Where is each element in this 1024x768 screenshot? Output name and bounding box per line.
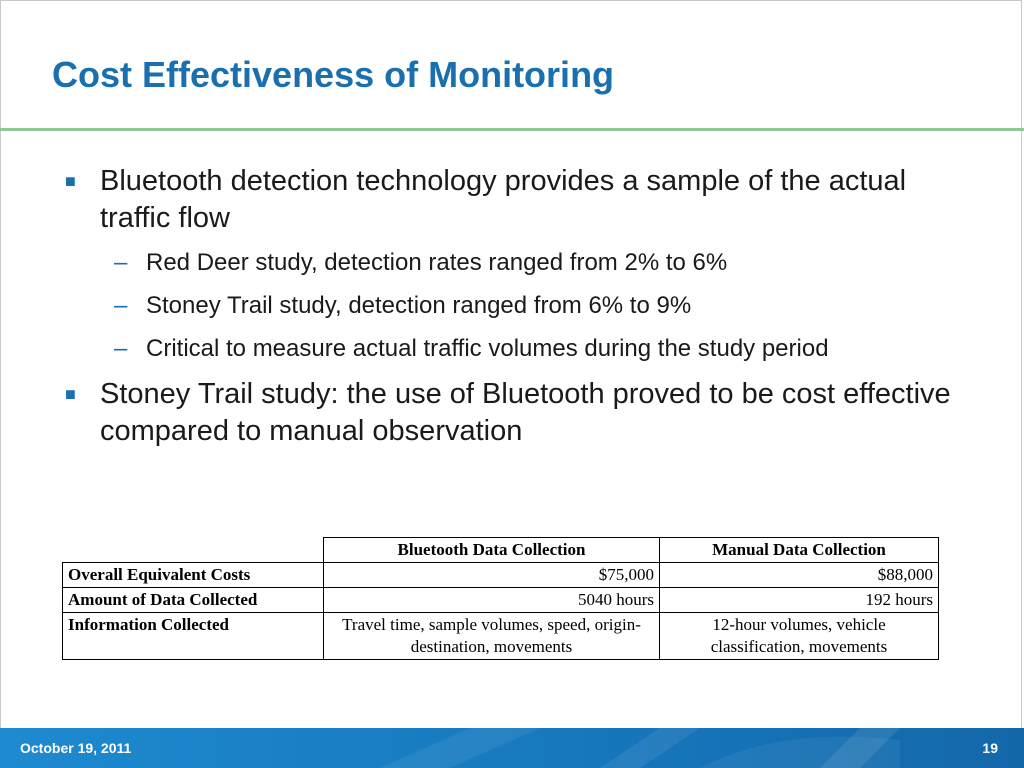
row-label: Overall Equivalent Costs [63, 563, 324, 588]
square-bullet-icon: ■ [65, 171, 76, 191]
sub-bullet-item [60, 290, 960, 321]
bullet-text: Stoney Trail study: the use of Bluetooth proved to be cost effective compared to manual observation [100, 378, 951, 447]
bluetooth-column-header: Bluetooth Data Collection [324, 538, 660, 563]
sub-bullet-text: Red Deer study, detection rates ranged from 2% to 6% [146, 249, 728, 276]
row-label: Information Collected [63, 613, 324, 660]
manual-value: 12-hour volumes, vehicle classification, movements [660, 613, 939, 660]
manual-column-header: Manual Data Collection [660, 538, 939, 563]
table-row [63, 563, 939, 588]
bluetooth-value: 5040 hours [324, 588, 660, 613]
bluetooth-value: $75,000 [324, 563, 660, 588]
dash-bullet-icon: – [114, 249, 128, 276]
dash-bullet-icon: – [114, 335, 128, 362]
slide-content [60, 163, 960, 460]
slide-title: Cost Effectiveness of Monitoring [52, 54, 615, 95]
page-number: 19 [982, 740, 998, 756]
row-label: Amount of Data Collected [63, 588, 324, 613]
square-bullet-icon: ■ [65, 384, 76, 404]
table-header-row [63, 538, 939, 563]
bluetooth-value: Travel time, sample volumes, speed, origin-destination, movements [324, 613, 660, 660]
bullet-item [60, 163, 960, 237]
footer-date: October 19, 2011 [20, 740, 132, 756]
bullet-text: Bluetooth detection technology provides a sample of the actual traffic flow [100, 165, 907, 234]
cost-comparison-table [62, 537, 939, 660]
title-divider [0, 128, 1024, 131]
footer-decoration [0, 728, 1024, 768]
sub-bullet-item [60, 247, 960, 278]
table-row [63, 588, 939, 613]
dash-bullet-icon: – [114, 292, 128, 319]
table-row [63, 613, 939, 660]
manual-value: $88,000 [660, 563, 939, 588]
manual-value: 192 hours [660, 588, 939, 613]
sub-bullet-list [60, 247, 960, 364]
sub-bullet-text: Critical to measure actual traffic volumes during the study period [146, 335, 829, 362]
sub-bullet-text: Stoney Trail study, detection ranged from 6% to 9% [146, 292, 692, 319]
sub-bullet-item [60, 333, 960, 364]
footer-bar [0, 728, 1024, 768]
table-corner-cell [63, 538, 324, 563]
bullet-item [60, 376, 960, 450]
